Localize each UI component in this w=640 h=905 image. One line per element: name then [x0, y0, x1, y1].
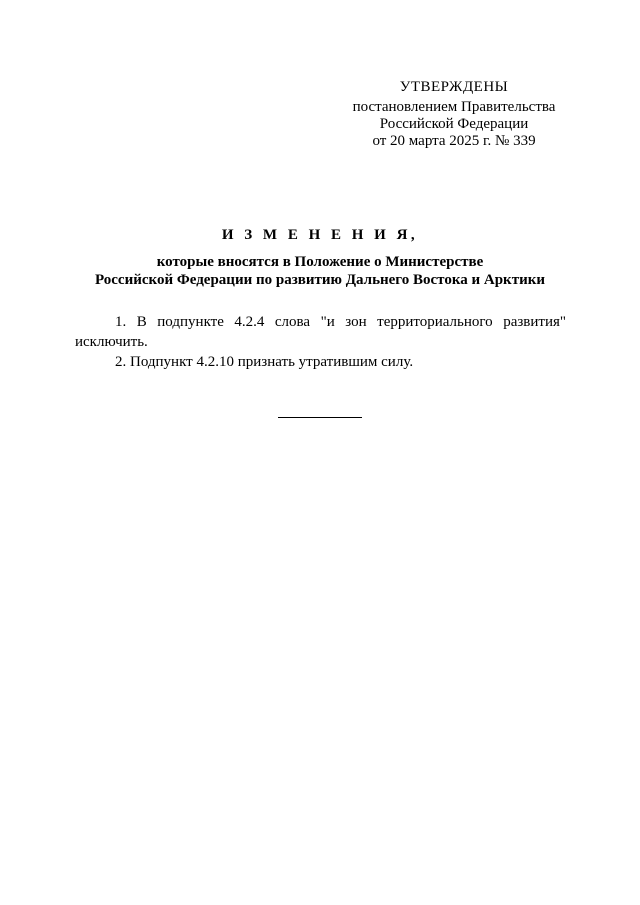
approval-line-authority: Российской Федерации — [379, 116, 529, 132]
end-divider-line — [278, 417, 362, 418]
document-title: И З М Е Н Е Н И Я, — [221, 227, 419, 243]
approval-line-decree: постановлением Правительства — [352, 99, 556, 115]
document-body — [75, 312, 566, 372]
approval-title: УТВЕРЖДЕНЫ — [399, 79, 509, 95]
document-subtitle-line-1: которые вносятся в Положение о Министерстве — [156, 254, 484, 270]
amendment-item-2: 2. Подпункт 4.2.10 признать утратившим силу. — [115, 354, 414, 370]
document-subtitle-line-2: Российской Федерации по развитию Дальнего Востока и Арктики — [94, 272, 545, 288]
amendment-item-1: 1. В подпункте 4.2.4 слова "и зон территориального развития" исключить. — [75, 314, 566, 350]
approval-line-date-number: от 20 марта 2025 г. № 339 — [372, 133, 536, 149]
document-heading — [70, 226, 570, 289]
approval-stamp — [340, 79, 568, 150]
